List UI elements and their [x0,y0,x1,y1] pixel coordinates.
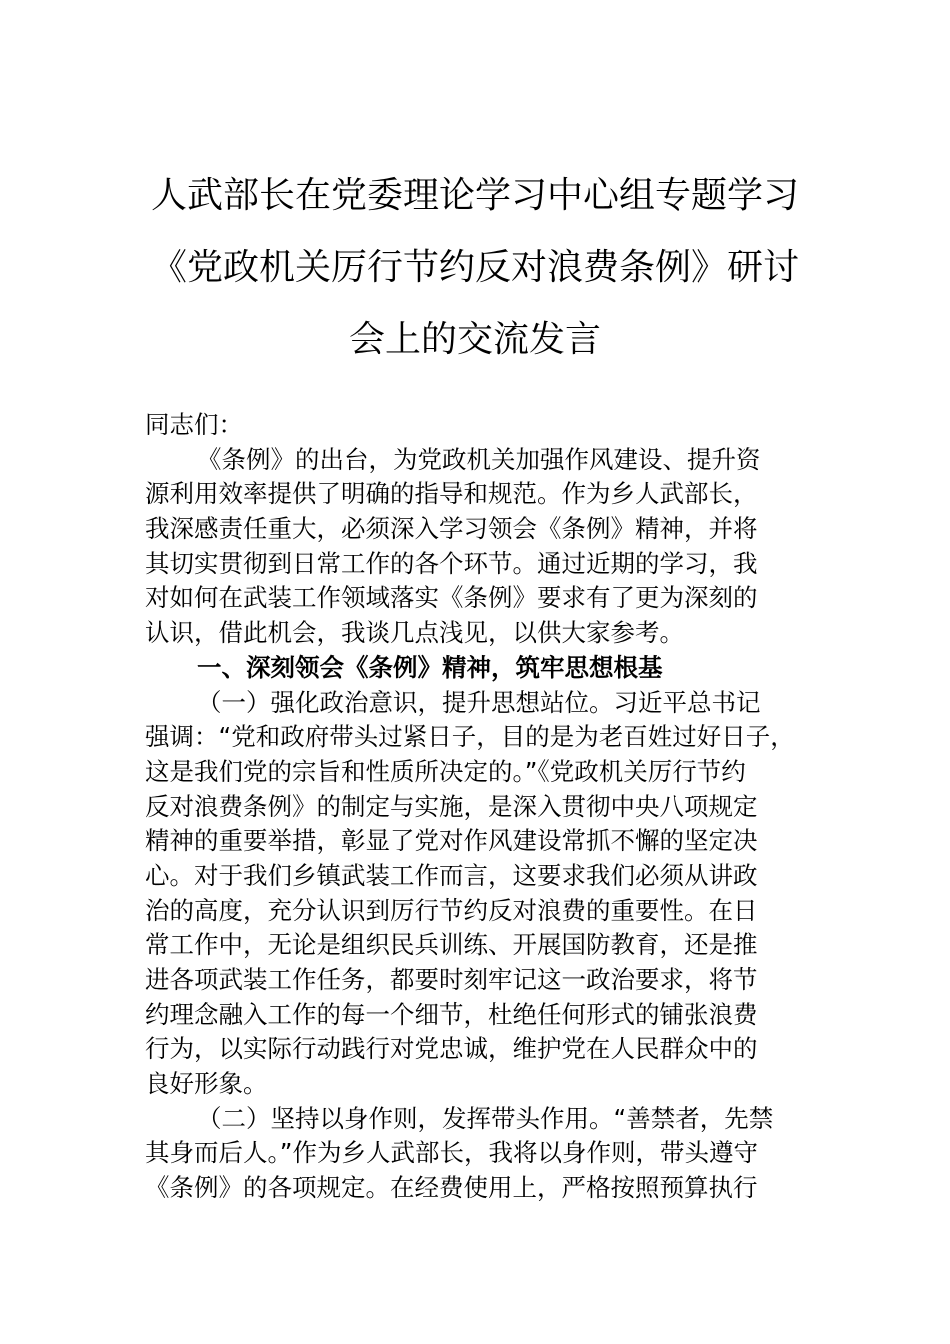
document-body [145,408,810,1206]
paragraph-line: 源利用效率提供了明确的指导和规范。作为乡人武部长， [145,479,758,509]
paragraph-line: 《条例》的出台，为党政机关加强作风建设、提升资 [197,444,761,474]
title-line-1: 人武部长在党委理论学习中心组专题学习 [150,175,799,216]
paragraph-line: 进各项武装工作任务，都要时刻牢记这一政治要求，将节 [145,965,758,994]
paragraph-line: 认识，借此机会，我谈几点浅见，以供大家参考。 [145,618,684,648]
paragraph-line: 行为，以实际行动践行对党忠诚，维护党在人民群众中的 [145,1034,758,1064]
paragraph-line: 良好形象。 [145,1069,268,1099]
document-title [140,160,810,376]
salutation: 同志们： [145,410,243,439]
section-heading: 一、深刻领会《条例》精神，筑牢思想根基 [197,652,663,682]
paragraph-line: 我深感责任重大，必须深入学习领会《条例》精神，并将 [145,514,758,544]
title-line-3: 会上的交流发言 [348,319,601,360]
paragraph-line: （二）坚持以身作则，发挥带头作用。“善禁者，先禁 [197,1103,774,1133]
paragraph-line: 反对浪费条例》的制定与实施，是深入贯彻中央八项规定 [145,791,758,821]
paragraph-line: 其切实贯彻到日常工作的各个环节。通过近期的学习，我 [145,548,758,578]
title-line-2: 《党政机关厉行节约反对浪费条例》研讨 [150,247,799,288]
paragraph-line: 治的高度，充分认识到厉行节约反对浪费的重要性。在日 [145,895,758,925]
paragraph-line: 精神的重要举措，彰显了党对作风建设常抓不懈的坚定决 [145,826,758,856]
paragraph-line: （一）强化政治意识，提升思想站位。习近平总书记 [197,687,761,717]
paragraph-line: 约理念融入工作的每一个细节，杜绝任何形式的铺张浪费 [145,999,758,1029]
paragraph-line: 对如何在武装工作领域落实《条例》要求有了更为深刻的 [145,583,758,613]
paragraph-line: 强调：“党和政府带头过紧日子，目的是为老百姓过好日子， [145,722,795,752]
paragraph-line: 《条例》的各项规定。在经费使用上，严格按照预算执行 [145,1173,758,1203]
paragraph-line: 其身而后人。”作为乡人武部长，我将以身作则，带头遵守 [145,1138,758,1168]
paragraph-line: 这是我们党的宗旨和性质所决定的。”《党政机关厉行节约 [145,756,746,786]
paragraph-line: 常工作中，无论是组织民兵训练、开展国防教育，还是推 [145,930,758,960]
paragraph-line: 心。对于我们乡镇武装工作而言，这要求我们必须从讲政 [145,860,758,890]
